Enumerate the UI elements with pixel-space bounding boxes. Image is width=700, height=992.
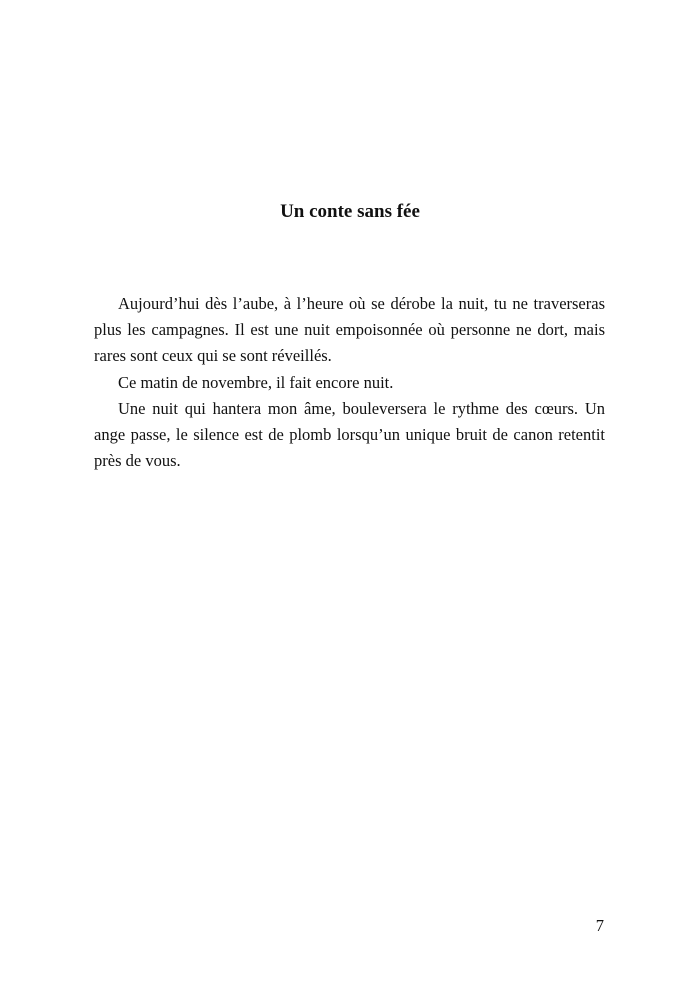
paragraph-2: Ce matin de novembre, il fait encore nuit. xyxy=(118,372,394,392)
page-number: 7 xyxy=(595,916,604,935)
chapter-body xyxy=(94,291,605,474)
chapter-title: Un conte sans fée xyxy=(280,201,420,222)
paragraph-3: Une nuit qui hantera mon âme, bouleversera le rythme des cœurs. Un ange passe, le silence est de plomb lorsqu’un unique bruit de canon retentit près de vous. xyxy=(94,398,605,471)
paragraph-1: Aujourd’hui dès l’aube, à l’heure où se dérobe la nuit, tu ne traverseras plus les campagnes. Il est une nuit empoisonnée où personne ne dort, mais rares sont ceux qui se sont réveillés. xyxy=(94,294,605,366)
